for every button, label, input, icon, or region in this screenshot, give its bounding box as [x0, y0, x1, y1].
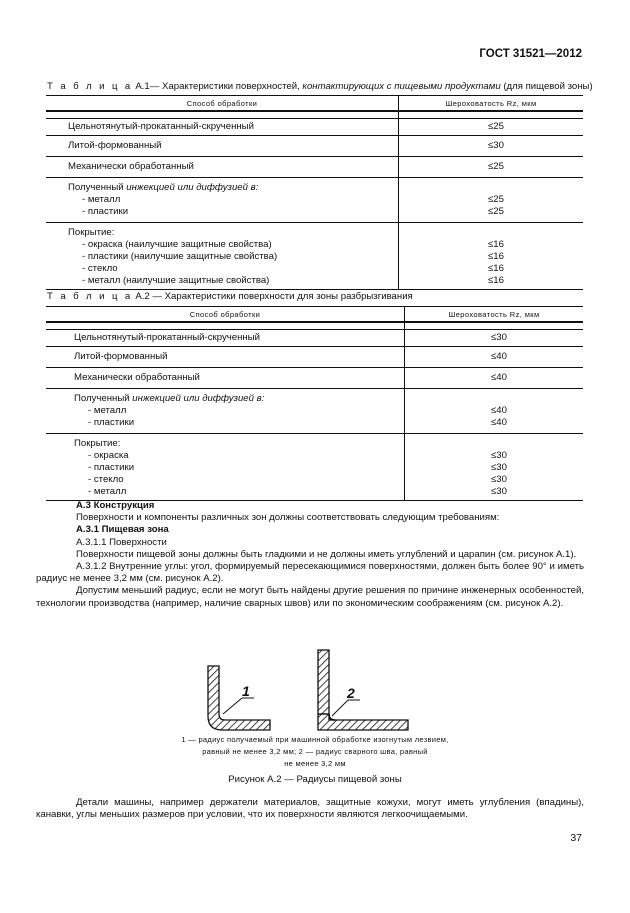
table2-caption — [47, 291, 413, 302]
cell-text: ≤16 — [488, 275, 504, 286]
paragraph: Поверхности пищевой зоны должны быть гладкими и не должны иметь углублений и царапин (см. рисунок А.1). — [76, 548, 577, 560]
cell-text: ≤16 — [488, 263, 504, 274]
cell-text: ≤16 — [488, 251, 504, 262]
table-cell: Механически обработанный — [46, 368, 405, 389]
table1-caption-a: А.1— Характеристики поверхностей, — [132, 81, 303, 92]
cell-text: - пластики — [88, 462, 135, 473]
paragraph: Поверхности и компоненты различных зон должны соответствовать следующим требованиям: — [76, 512, 500, 524]
table-cell: ≤30 — [399, 136, 584, 157]
corner-weld-2 — [318, 650, 408, 730]
cell-text: - пластики — [88, 417, 135, 428]
table-cell — [46, 223, 399, 290]
figure-caption: Рисунок А.2 — Радиусы пищевой зоны — [228, 774, 402, 785]
table-cell: Литой-формованный — [46, 347, 405, 368]
table2-caption-text: А.2 — Характеристики поверхности для зоны разбрызгивания — [132, 291, 413, 302]
table-cell: ≤40 — [405, 368, 584, 389]
table1 — [46, 95, 583, 290]
table-cell — [46, 434, 405, 501]
cell-text: Полученный — [74, 393, 133, 404]
table-row — [46, 119, 583, 136]
cell-text: ≤30 — [491, 486, 507, 497]
table-cell: ≤40 — [405, 347, 584, 368]
table-row — [46, 330, 583, 347]
table1-caption — [47, 81, 593, 92]
table1-col2-header: Шероховатость Rz, мкм — [399, 96, 584, 112]
cell-text: Покрытие: — [68, 227, 115, 238]
figure-label-2: 2 — [347, 685, 355, 701]
table-row — [46, 389, 583, 434]
figure-note — [150, 734, 480, 770]
table-row — [46, 136, 583, 157]
page-number: 37 — [570, 832, 582, 844]
table-cell: Механически обработанный — [46, 157, 399, 178]
figure-label-1: 1 — [242, 683, 250, 699]
cell-text: Полученный — [68, 182, 127, 193]
cell-text: - окраска — [88, 450, 129, 461]
cell-text: ≤25 — [488, 206, 504, 217]
figure-note-line: не менее 3,2 мм — [284, 759, 346, 768]
table1-caption-b: контактирующих с пищевыми продуктами — [302, 81, 501, 92]
table-cell — [399, 223, 584, 290]
subsection-heading: А.3.1 Пищевая зона — [76, 524, 169, 536]
table2-col2-header: Шероховатость Rz, мкм — [405, 307, 584, 323]
table-row — [46, 223, 583, 290]
cell-text: ≤30 — [491, 474, 507, 485]
cell-text: - пластики (наилучшие защитные свойства) — [82, 251, 278, 262]
document-header: ГОСТ 31521—2012 — [479, 48, 582, 60]
section-text — [36, 500, 584, 610]
figure-note-line: равный не менее 3,2 мм; 2 — радиус сварного шва, равный — [202, 747, 428, 756]
table1-col1-header: Способ обработки — [46, 96, 399, 112]
table-cell: Литой-формованный — [46, 136, 399, 157]
leader-line-1 — [223, 698, 242, 714]
table-cell: Цельнотянутый-прокатанный-скрученный — [46, 330, 405, 347]
cell-text: ≤40 — [491, 405, 507, 416]
figure-a2-drawing — [190, 640, 430, 740]
table-cell — [399, 178, 584, 223]
cell-text: инжекцией или диффузией в: — [132, 393, 265, 404]
table2-prefix: Т а б л и ц а — [47, 291, 133, 302]
section-heading: А.3 Конструкция — [76, 500, 155, 511]
cell-text: Покрытие: — [74, 438, 121, 449]
cell-text: - металл (наилучшие защитные свойства) — [82, 275, 270, 286]
cell-text: - металл — [82, 194, 121, 205]
cell-text: ≤30 — [491, 450, 507, 461]
cell-text: - стекло — [82, 263, 118, 274]
cell-text: - пластики — [82, 206, 129, 217]
table1-prefix: Т а б л и ц а — [47, 81, 133, 92]
table-row — [46, 347, 583, 368]
table-cell — [405, 389, 584, 434]
paragraph: А.3.1.2 Внутренние углы: угол, формируемый пересекающимися поверхностями, должен быть более 90° и иметь радиус не менее 3,2 мм (см. рисунок А.2). — [36, 561, 584, 585]
table-cell — [46, 178, 399, 223]
table2 — [46, 306, 583, 501]
cell-text: - окраска (наилучшие защитные свойства) — [82, 239, 272, 250]
leader-line-2 — [332, 700, 348, 716]
cell-text: - стекло — [88, 474, 124, 485]
cell-text: - металл — [88, 486, 127, 497]
table-cell: ≤30 — [405, 330, 584, 347]
cell-text: ≤40 — [491, 417, 507, 428]
paragraph: Допустим меньший радиус, если не могут быть найдены другие решения по причине инженерных особенностей, технологии производства (например, наличие сварных швов) или по экономическим соображениям (см. рисунок А.2). — [36, 585, 584, 609]
table2-col1-header: Способ обработки — [46, 307, 405, 323]
paragraph: А.3.1.1 Поверхности — [76, 536, 167, 548]
figure-note-line: 1 — радиус получаемый при машинной обработке изогнутым лезвием, — [181, 735, 449, 744]
closing-paragraph: Детали машины, например держатели материалов, защитные кожухи, могут иметь углубления (впадины), канавки, углы меньших размеров при условии, что их поверхности являются легкоочищаемыми. — [36, 797, 584, 821]
cell-text: - металл — [88, 405, 127, 416]
table-row — [46, 178, 583, 223]
table-cell: ≤25 — [399, 119, 584, 136]
cell-text: ≤16 — [488, 239, 504, 250]
table-row — [46, 157, 583, 178]
table-cell: ≤25 — [399, 157, 584, 178]
table1-caption-c: (для пищевой зоны) — [500, 81, 593, 92]
cell-text: инжекцией или диффузией в: — [126, 182, 259, 193]
cell-text: ≤25 — [488, 194, 504, 205]
table-cell — [405, 434, 584, 501]
table-cell: Цельнотянутый-прокатанный-скрученный — [46, 119, 399, 136]
corner-radius-1 — [208, 666, 270, 730]
table-cell — [46, 389, 405, 434]
table-row — [46, 368, 583, 389]
cell-text: ≤30 — [491, 462, 507, 473]
table-row — [46, 434, 583, 501]
